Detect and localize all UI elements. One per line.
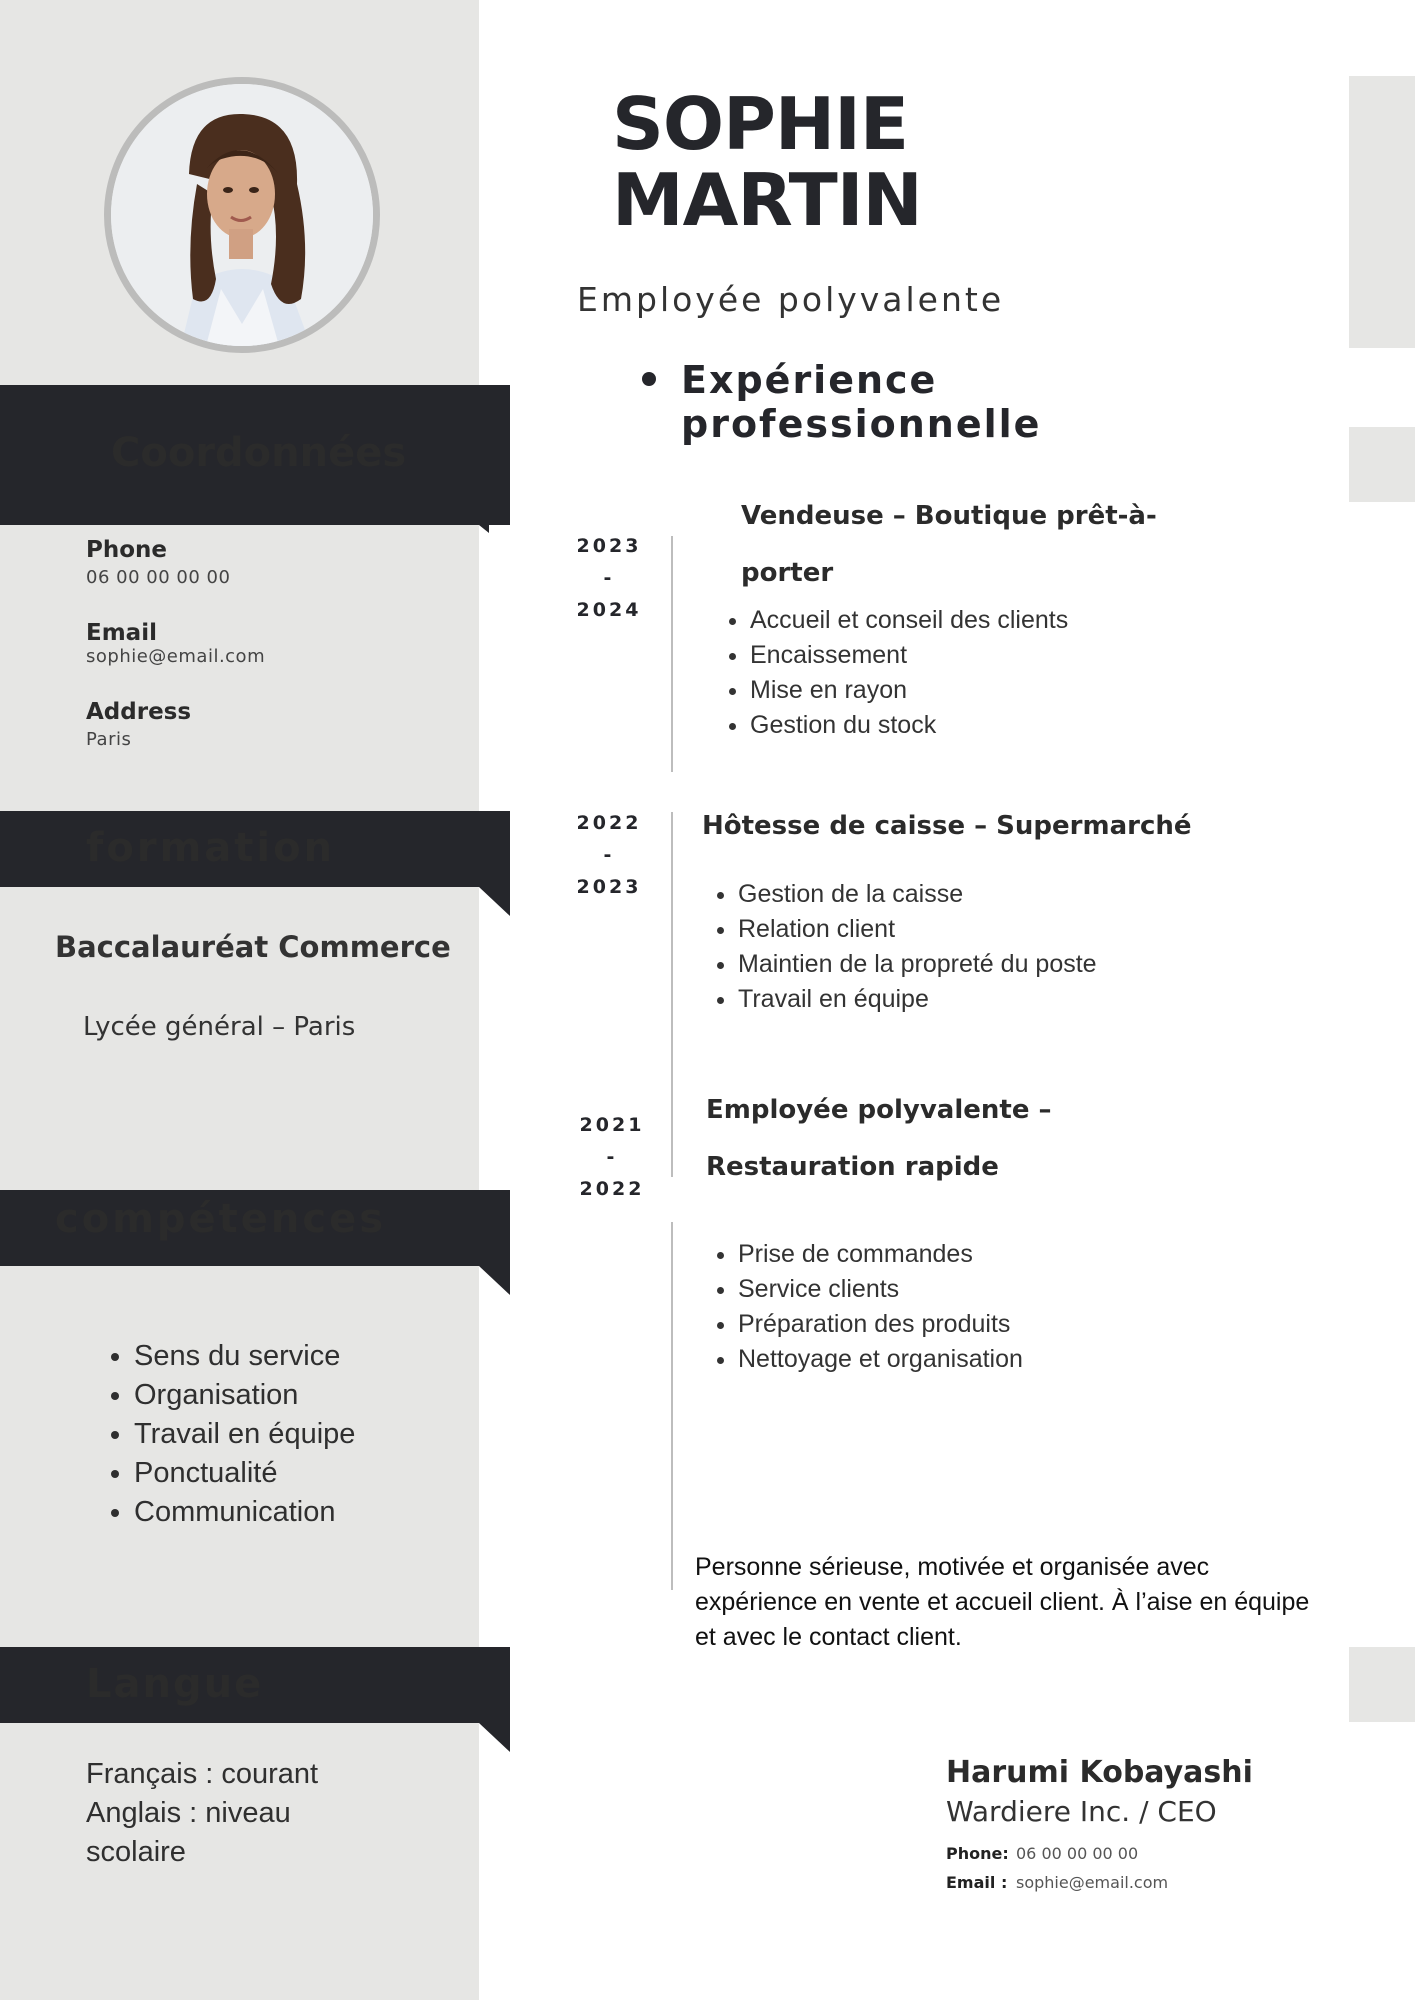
job-duties-3 [708, 1237, 1023, 1377]
language-line: Anglais : niveau [86, 1797, 291, 1829]
degree-title: Baccalauréat Commerce [55, 930, 451, 964]
signature-email-label: Email : [946, 1873, 1008, 1892]
year-end: 2024 [576, 599, 642, 621]
signature-name: Harumi Kobayashi [946, 1755, 1253, 1790]
decor-block-bottom [1349, 1647, 1415, 1722]
skills-heading: compétences [55, 1196, 387, 1242]
portrait-image [111, 84, 373, 346]
experience-heading [681, 358, 1041, 446]
duty-item: • Maintien de la propreté du poste [738, 947, 1097, 982]
year-separator: - [606, 1146, 618, 1168]
year-end: 2022 [579, 1178, 645, 1200]
band-fold [479, 525, 489, 533]
duty-item: • Mise en rayon [750, 673, 1068, 708]
band-fold [479, 887, 510, 916]
year-separator: - [603, 567, 615, 589]
first-name: SOPHIE [612, 82, 909, 166]
profile-summary: Personne sérieuse, motivée et organisée avec expérience en vente et accueil client. À l’aise en équipe et avec le contact client. [695, 1553, 1310, 1651]
signature-email [946, 1873, 1168, 1892]
last-name: MARTIN [612, 158, 922, 242]
experience-heading-line: Expérience [681, 358, 938, 402]
skill-item: • Travail en équipe [134, 1415, 355, 1454]
timeline-line [671, 812, 673, 1177]
band-fold [479, 1723, 510, 1752]
band-fold [479, 1266, 510, 1295]
duty-item: • Accueil et conseil des clients [750, 603, 1068, 638]
phone-label: Phone [86, 537, 168, 563]
duty-item: • Gestion de la caisse [738, 877, 1097, 912]
email-label: Email [86, 620, 157, 646]
languages-heading: Langue [86, 1661, 264, 1707]
job-title-3 [706, 1082, 1052, 1196]
job-title-2: Hôtesse de caisse – Supermarché [702, 811, 1192, 841]
job-duties-1 [720, 603, 1068, 743]
job-title: Employée polyvalente [577, 280, 1005, 319]
experience-heading-line: professionnelle [681, 402, 1042, 446]
skill-item: • Communication [134, 1493, 355, 1532]
duty-item: • Encaissement [750, 638, 1068, 673]
signature-phone-value: 06 00 00 00 00 [1016, 1844, 1139, 1863]
duty-item: • Travail en équipe [738, 982, 1097, 1017]
signature-role: Wardiere Inc. / CEO [946, 1795, 1217, 1828]
job-title-line: Vendeuse – Boutique prêt-à- [741, 501, 1157, 531]
year-start: 2021 [579, 1114, 645, 1136]
candidate-name [612, 82, 922, 242]
section-bullet-icon [642, 372, 656, 386]
skills-list [100, 1337, 355, 1532]
timeline-line [671, 536, 673, 772]
language-line: scolaire [86, 1836, 186, 1868]
school-name: Lycée général – Paris [83, 1012, 356, 1042]
decor-block-middle [1349, 427, 1415, 502]
job-title-line: porter [741, 558, 834, 588]
phone-value: 06 00 00 00 00 [86, 567, 231, 588]
duty-item: • Relation client [738, 912, 1097, 947]
languages-text [86, 1755, 318, 1872]
skill-item: • Sens du service [134, 1337, 355, 1376]
address-value: Paris [86, 729, 132, 750]
job-years [569, 807, 649, 903]
skill-item: • Organisation [134, 1376, 355, 1415]
duty-item: • Service clients [738, 1272, 1023, 1307]
year-start: 2022 [576, 812, 642, 834]
year-end: 2023 [576, 876, 642, 898]
job-title-line: Restauration rapide [706, 1152, 999, 1182]
job-title-1 [741, 488, 1157, 602]
duty-item: • Nettoyage et organisation [738, 1342, 1023, 1377]
job-years [569, 530, 649, 626]
job-years [572, 1109, 652, 1205]
contact-heading: Coordonnées [111, 430, 407, 476]
job-title-line: Employée polyvalente – [706, 1095, 1052, 1125]
email-value: sophie@email.com [86, 646, 266, 667]
signature-phone-label: Phone: [946, 1844, 1009, 1863]
year-start: 2023 [576, 535, 642, 557]
duty-item: • Gestion du stock [750, 708, 1068, 743]
address-label: Address [86, 699, 192, 725]
duty-item: • Prise de commandes [738, 1237, 1023, 1272]
duty-item: • Préparation des produits [738, 1307, 1023, 1342]
year-separator: - [603, 844, 615, 866]
timeline-line [671, 1222, 673, 1590]
language-line: Français : courant [86, 1758, 319, 1790]
profile-photo [104, 77, 380, 353]
job-duties-2 [708, 877, 1097, 1017]
signature-phone [946, 1844, 1138, 1863]
skill-item: • Ponctualité [134, 1454, 355, 1493]
signature-email-value: sophie@email.com [1016, 1873, 1169, 1892]
decor-block-top [1349, 76, 1415, 348]
education-heading: formation [86, 825, 336, 871]
